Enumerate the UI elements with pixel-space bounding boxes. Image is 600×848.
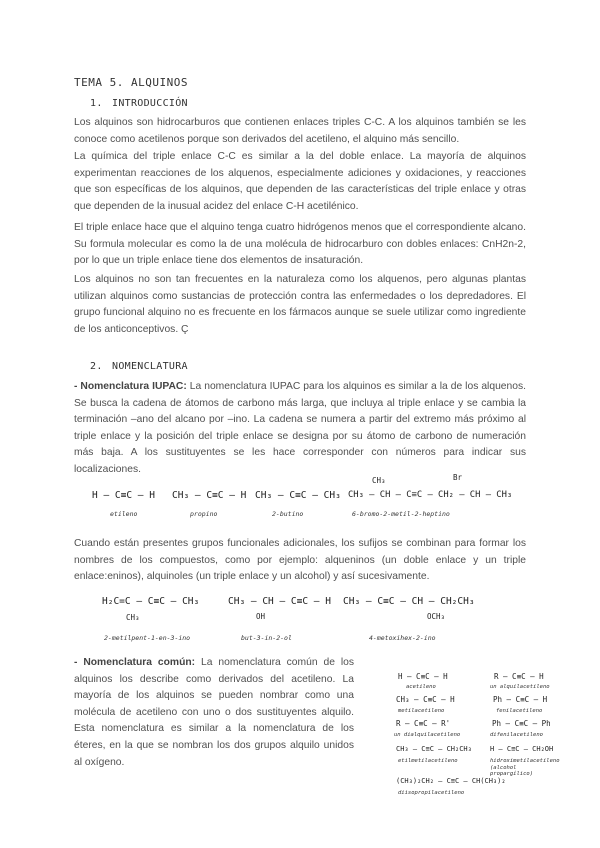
formula-example: CH₃ – CH – C≡C – CH₂ – CH – CH₃: [348, 490, 513, 500]
section-heading-intro: [90, 98, 188, 109]
common-paragraph: [74, 655, 354, 771]
formula-name: 4-metoxihex-2-ino: [369, 634, 436, 642]
formula-example: CH₃ – C≡C – CH₃: [255, 490, 341, 501]
iupac-label: - Nomenclatura IUPAC:: [74, 381, 187, 392]
common-name: un alquilacetileno: [490, 684, 550, 690]
common-formula: Ph – C≡C – Ph: [492, 719, 551, 728]
formula-name: propino: [190, 510, 218, 518]
common-name: etilmetilacetileno: [398, 758, 458, 764]
common-name: diisopropilacetileno: [398, 790, 465, 796]
intro-paragraph-3: El triple enlace hace que el alquino tenga cuatro hidrógenos menos que el correspondiente alcano. Su formula molecular es como la de una molécula de hidrocarburo con dobles enlaces: CnH2n-2, por lo que un triple enlace tiene dos elementos de insaturación.: [74, 222, 526, 267]
intro-paragraph-1: Los alquinos son hidrocarburos que contienen enlaces triples C-C. A los alquinos también se les conoce como acetilenos porque son derivados del acetileno, el alquino más sencillo.: [74, 117, 526, 145]
iupac-paragraph: [74, 379, 526, 479]
substituent-label: CH₃: [126, 613, 140, 622]
intro-paragraph-4: Los alquinos no son tan frecuentes en la naturaleza como los alquenos, pero algunas plantas utilizan alquinos como sustancias de protección contra las enfermedades o los depredadores. El grupo funcional alquino no es frecuente en los fármacos aunque se suele utilizar como ingrediente de los anticonceptivos. Ç: [74, 274, 526, 335]
page-title: TEMA 5. ALQUINOS: [74, 76, 188, 89]
substituent-label: Br: [453, 473, 463, 482]
iupac-text: La nomenclatura IUPAC para los alquinos es similar a la de los alquenos. Se busca la cadena de átomos de carbono más larga, que incluya al triple enlace y se cambia la terminación –ano del alcano por –ino. La cadena se numera a partir del extremo más próximo al triple enlace y la posición del triple enlace se designa por su átomo de carbono de numeración más baja. A los sustituyentes se les hace corresponder con números para indicar sus localizaciones.: [74, 381, 526, 475]
common-formula: H – C≡C – CH₂OH: [490, 745, 554, 753]
intro-paragraph-2: La química del triple enlace C-C es similar a la del doble enlace. La mayoría de alquinos experimentan reacciones de los alquenos, especialmente adiciones y oxidaciones, y reacciones que son específicas de los alquinos, que dependen de las características del triple enlace y otras que dependen de la inusual acidez del enlace C-H acetilénico.: [74, 151, 526, 212]
formula-name: 2-butino: [272, 510, 304, 518]
section-heading-nomenclature: [90, 361, 188, 372]
section-title: NOMENCLATURA: [112, 361, 188, 372]
common-formula: CH₃ – C≡C – CH₂CH₃: [396, 745, 472, 753]
common-name: acetileno: [406, 684, 436, 690]
common-formula: (CH₃)₂CH₂ – C≡C – CH(CH₃)₂: [396, 777, 506, 785]
common-formula: R – C≡C – H: [494, 672, 544, 681]
formula-example: H – C≡C – H: [92, 490, 155, 501]
common-name: difenilacetileno: [490, 732, 543, 738]
formula-example: H₂C=C – C≡C – CH₃: [102, 596, 200, 607]
common-formula: CH₃ – C≡C – H: [396, 695, 455, 704]
formula-example: CH₃ – C≡C – CH – CH₂CH₃: [343, 596, 475, 607]
common-formula: H – C≡C – H: [398, 672, 448, 681]
common-formula: Ph – C≡C – H: [493, 695, 548, 704]
section-title: INTRODUCCIÓN: [112, 98, 188, 109]
common-name: fenilacetileno: [496, 708, 543, 714]
section-number: 1.: [90, 98, 103, 109]
formula-name: etileno: [110, 510, 138, 518]
common-name: hidroximetilacetileno (alcohol propargílico): [490, 758, 560, 777]
formula-example: CH₃ – CH – C≡C – H: [228, 596, 331, 607]
common-name: metilacetileno: [398, 708, 445, 714]
formula-name: 2-metilpent-1-en-3-ino: [104, 634, 191, 642]
section-number: 2.: [90, 361, 103, 372]
substituent-label: OCH₃: [427, 612, 446, 621]
formula-name: but-3-in-2-ol: [241, 634, 292, 642]
common-formula: R – C≡C – R': [396, 719, 451, 728]
formula-name: 6-bromo-2-metil-2-heptino: [352, 510, 450, 518]
groups-paragraph: Cuando están presentes grupos funcionales adicionales, los sufijos se combinan para formar los nombres de los compuestos, como por ejemplo: alqueninos (un doble enlace y un triple enlace:eninos), alquinoles (un triple enlace y un alcohol) y así sucesivamente.: [74, 538, 526, 583]
substituent-label: CH₃: [372, 476, 386, 485]
formula-example: CH₃ – C≡C – H: [172, 490, 247, 501]
common-text: La nomenclatura común de los alquinos los describe como derivados del acetileno. La mayoría de los alquinos se pueden nombrar como una molécula de acetileno con uno o dos sustituyentes alquilo. Esta nomenclatura es similar a la nomenclatura de los éteres, en la que se nombran los dos grupos alquilo unidos al oxígeno.: [74, 657, 354, 768]
substituent-label: OH: [256, 612, 266, 621]
common-name: un dialquilacetileno: [394, 732, 461, 738]
common-label: - Nomenclatura común:: [74, 657, 196, 668]
